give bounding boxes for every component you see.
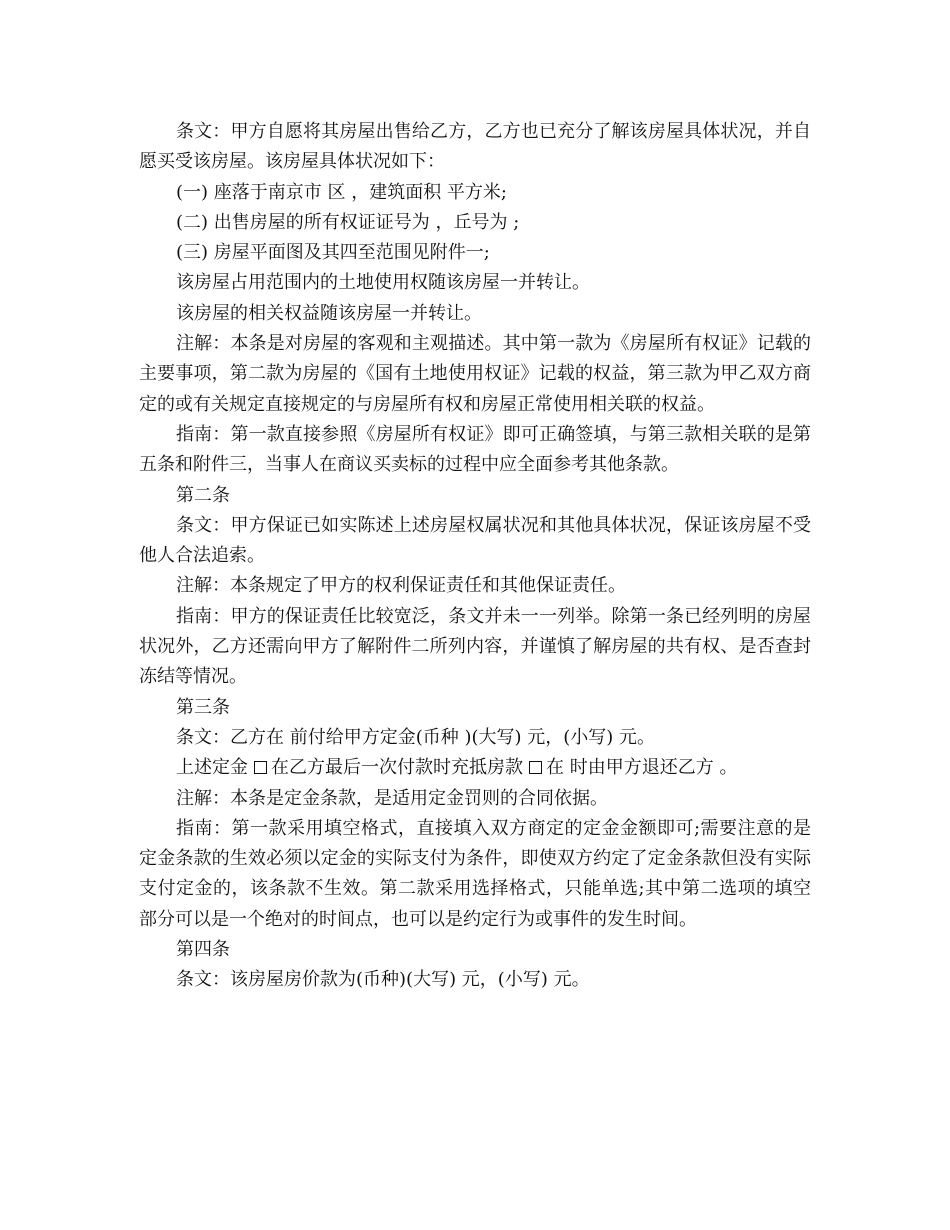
related-rights-text: 该房屋的相关权益随该房屋一并转让。 [176, 302, 482, 324]
deposit-prefix: 上述定金 [176, 757, 248, 779]
article-2-guide: 指南：甲方的保证责任比较宽泛，条文并未一一列举。除第一条已经列明的房屋状况外，乙方还需向甲方了解附件二所列内容，并谨慎了解房屋的共有权、是否查封冻结等情况。 [139, 605, 811, 688]
checkbox-option-2[interactable] [529, 761, 542, 774]
deposit-option-2-text: 在 时由甲方退还乙方 。 [546, 757, 738, 779]
article-4-text: 条文：该房屋房价款为(币种)(大写) 元，(小写) 元。 [176, 969, 590, 991]
article-1-annotation: 注解：本条是对房屋的客观和主观描述。其中第一款为《房屋所有权证》记载的主要事项，第二款为房屋的《国有土地使用权证》记载的权益，第三款为甲乙双方商定的或有关规定直接规定的与房屋所有权和房屋正常使用相关联的权益。 [139, 333, 811, 415]
article-3-annotation: 注解：本条是定金条款，是适用定金罚则的合同依据。 [176, 787, 608, 809]
deposit-option-1-text: 在乙方最后一次付款时充抵房款 [271, 757, 523, 779]
article-2-text: 条文：甲方保证已如实陈述上述房屋权属状况和其他具体状况，保证该房屋不受他人合法追索。 [139, 514, 811, 567]
document-body [139, 117, 811, 996]
article-2-heading: 第二条 [176, 484, 230, 506]
article-3-heading: 第三条 [176, 696, 230, 718]
land-use-right-text: 该房屋占用范围内的土地使用权随该房屋一并转让。 [176, 272, 590, 294]
article-1-text: 条文：甲方自愿将其房屋出售给乙方，乙方也已充分了解该房屋具体状况，并自愿买受该房屋。该房屋具体状况如下： [139, 121, 811, 173]
checkbox-option-1[interactable] [254, 761, 267, 774]
item-3-floor-plan: (三) 房屋平面图及其四至范围见附件一; [176, 242, 490, 264]
article-4-heading: 第四条 [176, 939, 230, 961]
item-2-certificate: (二) 出售房屋的所有权证证号为 ，丘号为 ; [176, 211, 520, 233]
item-1-location: (一) 座落于南京市 区 ，建筑面积 平方米; [176, 181, 507, 203]
deposit-option-line [139, 753, 811, 783]
article-1-guide: 指南：第一款直接参照《房屋所有权证》即可正确签填，与第三款相关联的是第五条和附件三，当事人在商议买卖标的过程中应全面参考其他条款。 [139, 423, 811, 476]
article-3-text: 条文：乙方在 前付给甲方定金(币种 )(大写) 元，(小写) 元。 [176, 726, 656, 748]
article-2-annotation: 注解：本条规定了甲方的权利保证责任和其他保证责任。 [176, 575, 626, 597]
article-3-guide: 指南：第一款采用填空格式，直接填入双方商定的定金金额即可;需要注意的是定金条款的生效必须以定金的实际支付为条件，即使双方约定了定金条款但没有实际支付定金的，该条款不生效。第二款采用选择格式，只能单选;其中第二选项的填空部分可以是一个绝对的时间点，也可以是约定行为或事件的发生时间。 [139, 817, 811, 930]
